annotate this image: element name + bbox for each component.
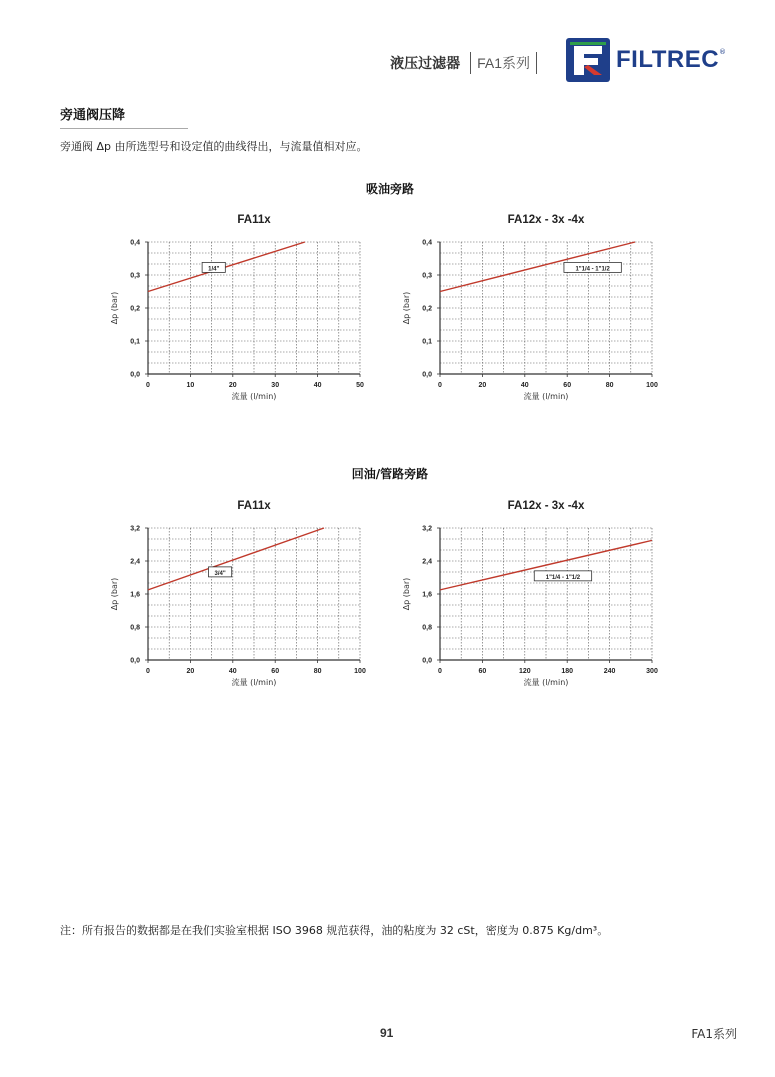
page-number: 91 [380, 1026, 394, 1040]
x-tick-label: 30 [271, 382, 280, 389]
x-tick-label: 0 [438, 668, 442, 675]
group-title-return-bypass: 回油/管路旁路 [351, 467, 429, 481]
y-tick-label: 0,0 [130, 657, 140, 665]
y-tick-label: 0,1 [130, 338, 140, 346]
x-tick-label: 80 [313, 668, 322, 675]
x-tick-label: 40 [520, 382, 529, 389]
x-tick-label: 100 [646, 382, 658, 389]
group-title-suction-bypass: 吸油旁路 [365, 182, 414, 196]
y-axis-label: Δp (bar) [110, 577, 119, 611]
y-tick-label: 3,2 [130, 525, 140, 533]
x-tick-label: 20 [478, 382, 487, 389]
x-axis-label: 流量 (l/min) [523, 678, 569, 687]
y-tick-label: 0,0 [130, 371, 140, 379]
x-tick-label: 60 [271, 668, 280, 675]
x-tick-label: 0 [438, 382, 442, 389]
y-tick-label: 0,3 [130, 272, 140, 280]
y-tick-label: 0,0 [422, 657, 432, 665]
x-tick-label: 60 [563, 382, 572, 389]
section-heading: 旁通阀压降 [60, 108, 126, 123]
y-tick-label: 1,6 [130, 591, 140, 599]
x-tick-label: 120 [518, 668, 531, 675]
chart-fa11x-suction [100, 205, 390, 415]
filtrec-logo [566, 38, 726, 82]
chart-title: FA12x - 3x -4x [507, 214, 585, 226]
header-series: FA1系列 [477, 55, 530, 71]
x-tick-label: 300 [646, 668, 658, 675]
x-tick-label: 10 [186, 382, 195, 389]
series-label: 1"1/4 - 1"1/2 [545, 574, 581, 581]
x-tick-label: 20 [186, 668, 195, 675]
y-tick-label: 3,2 [422, 525, 432, 533]
x-axis-label: 流量 (l/min) [523, 392, 569, 401]
section-description: 旁通阀 Δp 由所选型号和设定值的曲线得出，与流量值相对应。 [60, 140, 368, 153]
y-axis-label: Δp (bar) [110, 291, 119, 325]
y-tick-label: 0,2 [130, 305, 140, 313]
y-axis-label: Δp (bar) [402, 291, 411, 325]
chart-title: FA12x - 3x -4x [507, 500, 585, 512]
chart-fa12x-return [392, 491, 682, 701]
y-tick-label: 0,0 [422, 371, 432, 379]
chart-fa11x-return [100, 491, 390, 701]
x-tick-label: 20 [228, 382, 237, 389]
x-tick-label: 50 [356, 382, 364, 389]
y-tick-label: 0,1 [422, 338, 432, 346]
y-tick-label: 0,4 [422, 239, 432, 247]
header-product-name: 液压过滤器 [390, 56, 461, 72]
y-tick-label: 2,4 [130, 558, 140, 566]
y-tick-label: 0,8 [422, 624, 432, 632]
x-tick-label: 0 [146, 382, 150, 389]
chart-title: FA11x [237, 500, 271, 512]
footer-series: FA1系列 [691, 1027, 737, 1041]
x-tick-label: 40 [313, 382, 322, 389]
x-axis-label: 流量 (l/min) [231, 678, 277, 687]
x-tick-label: 60 [478, 668, 487, 675]
registered-mark: ® [719, 48, 727, 56]
header-title [390, 52, 537, 74]
chart-fa12x-suction [392, 205, 682, 415]
x-tick-label: 100 [354, 668, 366, 675]
x-axis-label: 流量 (l/min) [231, 392, 277, 401]
section-divider [60, 128, 188, 129]
y-tick-label: 0,4 [130, 239, 140, 247]
series-label: 1/4" [208, 266, 220, 273]
x-tick-label: 240 [603, 668, 616, 675]
curve-line [148, 528, 324, 590]
y-axis-label: Δp (bar) [402, 577, 411, 611]
filtrec-logo-icon [566, 38, 610, 82]
y-tick-label: 0,8 [130, 624, 140, 632]
chart-title: FA11x [237, 214, 271, 226]
y-tick-label: 2,4 [422, 558, 432, 566]
y-tick-label: 0,2 [422, 305, 432, 313]
series-label: 1"1/4 - 1"1/2 [575, 266, 610, 273]
x-tick-label: 0 [146, 668, 150, 675]
header-divider-end [536, 52, 537, 74]
y-tick-label: 1,6 [422, 591, 432, 599]
filtrec-logo-text: FILTREC [616, 46, 720, 73]
header-divider [470, 52, 471, 74]
x-tick-label: 180 [561, 668, 574, 675]
x-tick-label: 80 [605, 382, 614, 389]
footnote: 注：所有报告的数据都是在我们实验室根据 ISO 3968 规范获得，油的粘度为 32 cSt，密度为 0.875 Kg/dm³。 [60, 924, 609, 937]
curve-line [148, 242, 305, 292]
x-tick-label: 40 [228, 668, 237, 675]
series-label: 3/4" [214, 570, 226, 577]
y-tick-label: 0,3 [422, 272, 432, 280]
